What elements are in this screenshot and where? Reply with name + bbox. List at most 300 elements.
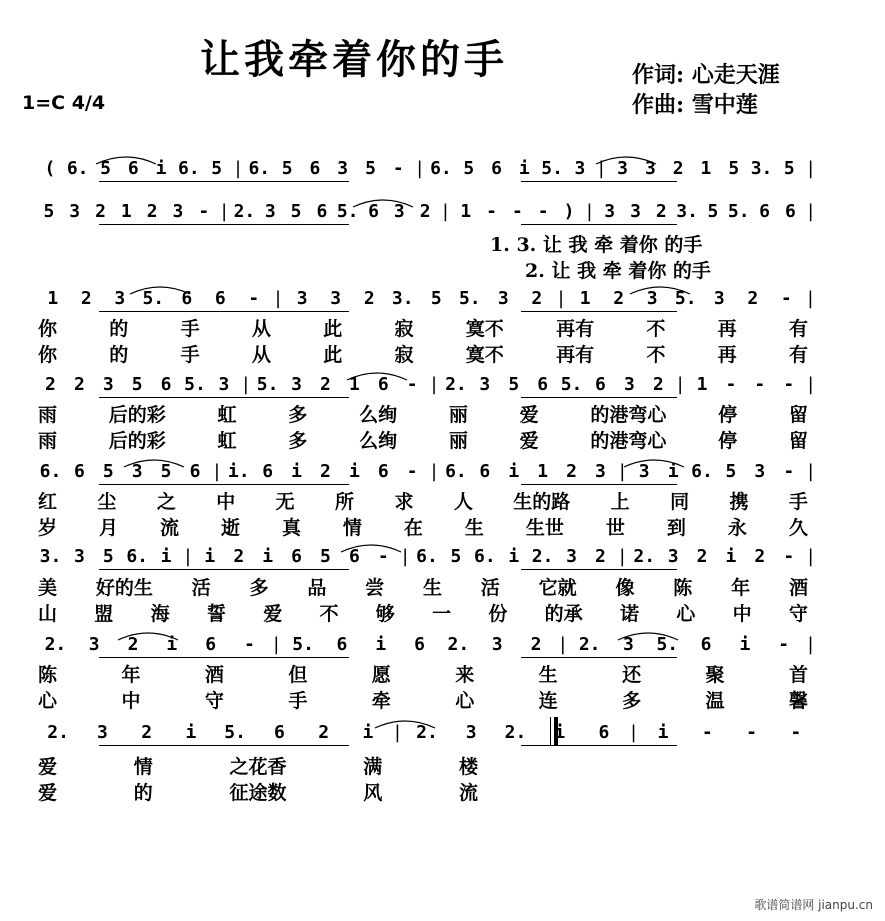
note: 6 (377, 461, 389, 482)
note: 5. (184, 374, 206, 395)
lyric-row (38, 314, 808, 341)
note: 3 (623, 634, 634, 655)
note: 3 (264, 201, 276, 222)
lyric-syllable: 岁 (38, 517, 58, 539)
note: 1 (120, 201, 132, 222)
note: 5. (727, 201, 750, 222)
lyric-syllable: 从 (251, 318, 271, 340)
lyric-row (38, 573, 808, 600)
lyric-syllable: 生 (538, 664, 558, 686)
lyric-syllable: 生世 (525, 517, 564, 539)
beam-underline (521, 397, 677, 398)
lyric-syllable: 份 (488, 603, 508, 625)
note: i (657, 722, 669, 743)
note: 6. (126, 546, 149, 567)
note: - (392, 158, 404, 179)
verse-label-1 (490, 230, 702, 257)
verse-lyric: 让 我 牵 着你 的手 (542, 234, 703, 256)
note: - (790, 722, 802, 743)
barline: | (557, 634, 569, 655)
watermark-footer: 歌谱简谱网 jianpu.cn (754, 898, 873, 912)
lyric-row (38, 487, 808, 514)
note: 6 (205, 634, 217, 655)
lyric-syllable: 虹 (217, 430, 237, 452)
note: ( (44, 158, 56, 179)
lyric-syllable: 誓 (206, 603, 226, 625)
note: 3 (754, 461, 766, 482)
note: i (508, 546, 520, 567)
note: 6. (416, 546, 438, 567)
barline: | (805, 158, 817, 179)
barline: | (583, 201, 595, 222)
note: 6 (214, 288, 226, 309)
lyric-syllable: 年 (731, 577, 751, 599)
note: 1 (47, 288, 59, 309)
composer-credit: 作曲: 雪中莲 (632, 92, 758, 118)
beam-underline (99, 484, 349, 485)
music-row (36, 368, 818, 402)
lyric-syllable: 再有 (556, 344, 595, 366)
note: 2 (652, 374, 664, 395)
lyric-syllable: 在 (403, 517, 423, 539)
note: 3 (644, 158, 656, 179)
note: 6. (66, 158, 89, 179)
lyric-syllable: 寂 (394, 318, 414, 340)
note: 6 (160, 374, 172, 395)
lyric-syllable: 你 (38, 344, 58, 366)
lyric-syllable: 生的路 (513, 491, 571, 513)
note: 6 (759, 201, 770, 222)
note: 3 (667, 546, 679, 567)
note: i (155, 158, 167, 179)
lyric-syllable: 生 (464, 517, 484, 539)
lyric-syllable: 酒 (204, 664, 224, 686)
note: 5 (725, 461, 737, 482)
lyric-syllable: 一 (432, 603, 452, 625)
lyric-syllable: 牵 (371, 690, 391, 712)
note: 2. (578, 634, 601, 655)
note: 6 (700, 634, 712, 655)
lyric-syllable: 无 (275, 491, 295, 513)
lyric-syllable: 留 (788, 430, 808, 452)
note: i (160, 546, 172, 567)
note: 6 (368, 201, 379, 222)
lyric-syllable: 么绚 (359, 430, 398, 452)
note: 2 (141, 722, 153, 743)
lyric-syllable: 爱 (263, 603, 283, 625)
lyric-syllable: 爱 (38, 756, 58, 778)
lyric-syllable: 酒 (788, 577, 808, 599)
note: 6 (189, 461, 201, 482)
note: i. (227, 461, 250, 482)
barline: | (428, 374, 440, 395)
note: 2. (531, 546, 554, 567)
lyric-syllable: 尝 (365, 577, 385, 599)
music-row (36, 628, 818, 662)
barline: | (428, 461, 440, 482)
barline: | (399, 546, 411, 567)
note: 6 (127, 158, 139, 179)
barline: | (628, 722, 639, 743)
note: 5. (458, 288, 481, 309)
note: 3 (296, 288, 308, 309)
barline: | (805, 634, 816, 655)
lyric-syllable: 多 (622, 690, 642, 712)
note: - (783, 374, 795, 395)
lyric-syllable: 求 (394, 491, 414, 513)
note: 5. (142, 288, 165, 309)
note: 3 (337, 158, 349, 179)
lyric-syllable: 山 (38, 603, 58, 625)
note: 6 (598, 722, 610, 743)
note: - (486, 201, 498, 222)
barline: | (674, 374, 686, 395)
lyric-syllable: 中 (121, 690, 141, 712)
note: 2 (233, 546, 245, 567)
note: 6 (377, 374, 389, 395)
note: 3. (39, 546, 62, 567)
note: 6. (178, 158, 200, 179)
lyric-syllable: 不 (646, 318, 666, 340)
lyric-syllable: 多 (288, 430, 308, 452)
note: 5 (365, 158, 376, 179)
lyric-syllable: 心 (38, 690, 58, 712)
note: 2. (416, 722, 438, 743)
beam-underline (99, 745, 349, 746)
lyric-row (38, 340, 808, 367)
note: i (262, 546, 274, 567)
music-row (36, 282, 818, 316)
lyric-syllable: 多 (288, 404, 308, 426)
note: 1 (700, 158, 712, 179)
note: 5 (100, 158, 111, 179)
note: 2 (45, 374, 56, 395)
note: 3 (491, 634, 503, 655)
lyric-syllable: 再 (717, 344, 737, 366)
lyric-syllable: 到 (666, 517, 686, 539)
lyric-syllable: 连 (538, 690, 558, 712)
note: - (248, 288, 260, 309)
note: i (554, 722, 566, 743)
lyric-syllable: 手 (788, 491, 808, 513)
note: 2 (146, 201, 158, 222)
lyric-syllable: 陈 (673, 577, 693, 599)
lyric-syllable: 的港弯心 (590, 404, 667, 426)
lyric-syllable: 上 (610, 491, 630, 513)
note: 2. (44, 634, 67, 655)
lyric-syllable: 够 (375, 603, 395, 625)
note: 5. (336, 201, 359, 222)
note: 5 (728, 158, 740, 179)
note: 3 (497, 288, 509, 309)
barline: | (392, 722, 403, 743)
beam-underline (521, 181, 677, 182)
lyric-syllable: 丽 (448, 430, 468, 452)
lyric-syllable: 守 (204, 690, 224, 712)
note: 5 (131, 374, 143, 395)
note: 6 (73, 461, 85, 482)
beam-underline (99, 224, 349, 225)
lyric-syllable: 的 (133, 782, 153, 804)
note: - (406, 374, 418, 395)
lyric-syllable: 爱 (519, 430, 539, 452)
lyric-syllable: 从 (251, 344, 271, 366)
note: 6 (273, 722, 285, 743)
lyric-syllable: 久 (788, 517, 808, 539)
music-row (36, 152, 818, 186)
lyric-syllable: 再 (717, 318, 737, 340)
final-barline (550, 717, 558, 745)
lyric-syllable: 温 (705, 690, 725, 712)
lyric-syllable: 停 (718, 404, 738, 426)
lyric-syllable: 永 (727, 517, 747, 539)
note: 6 (262, 461, 274, 482)
note: 3 (630, 201, 641, 222)
lyricist-credit: 作词: 心走天涯 (632, 62, 780, 88)
note: 3 (218, 374, 230, 395)
lyric-syllable: 情 (133, 756, 153, 778)
music-row (36, 195, 818, 229)
note: - (754, 374, 766, 395)
lyric-syllable: 首 (788, 664, 808, 686)
lyric-syllable: 的 (109, 344, 129, 366)
music-row (36, 455, 818, 489)
note: - (701, 722, 713, 743)
note: 2. (633, 546, 656, 567)
note: 3 (713, 288, 725, 309)
note: 3 (604, 201, 616, 222)
note: 1 (696, 374, 708, 395)
note: - (783, 461, 795, 482)
note: - (537, 201, 549, 222)
lyric-syllable: 红 (38, 491, 58, 513)
note: 3 (102, 374, 114, 395)
note: 6 (291, 546, 302, 567)
barline: | (805, 288, 816, 309)
lyric-syllable: 你 (38, 318, 58, 340)
lyric-row (38, 660, 808, 687)
beam-underline (521, 311, 677, 312)
note: 6 (316, 201, 328, 222)
lyric-syllable: 流 (159, 517, 179, 539)
key-signature: 1=C 4/4 (22, 92, 106, 114)
lyric-syllable: 后的彩 (108, 404, 166, 426)
note: 1 (348, 374, 360, 395)
lyric-syllable: 馨 (788, 690, 808, 712)
lyric-syllable: 多 (249, 577, 269, 599)
note: 5 (450, 546, 462, 567)
lyric-syllable: 世 (605, 517, 625, 539)
lyric-syllable: 心 (676, 603, 696, 625)
lyric-syllable: 不 (319, 603, 339, 625)
note: 5. (292, 634, 314, 655)
lyric-syllable: 心 (455, 690, 475, 712)
barline: | (805, 461, 817, 482)
note: 3 (69, 201, 81, 222)
barline: | (240, 374, 252, 395)
barline: | (805, 201, 817, 222)
lyric-syllable: 有 (788, 318, 808, 340)
verse-number: 2. (525, 260, 545, 282)
barline: | (272, 288, 284, 309)
lyric-syllable: 不 (646, 344, 666, 366)
note: 5. (674, 288, 697, 309)
note: 5. (560, 374, 583, 395)
note: 2 (672, 158, 684, 179)
lyric-syllable: 手 (180, 318, 200, 340)
lyric-syllable: 风 (363, 782, 383, 804)
note: 5. (541, 158, 563, 179)
note: 5 (707, 201, 719, 222)
lyric-syllable: 年 (121, 664, 141, 686)
barline: | (616, 546, 628, 567)
note: 2 (613, 288, 625, 309)
note: 3 (638, 461, 650, 482)
note: 5 (102, 461, 114, 482)
barline: | (414, 158, 426, 179)
note: 5. (256, 374, 279, 395)
note: 2 (531, 288, 543, 309)
lyric-row (38, 400, 808, 427)
lyric-syllable: 来 (455, 664, 475, 686)
note: i (291, 461, 302, 482)
note: 6 (414, 634, 425, 655)
note: 2 (318, 722, 330, 743)
barline: | (616, 461, 628, 482)
note: 6. (445, 461, 467, 482)
verse-number: 1. 3. (490, 234, 537, 256)
lyric-syllable: 之 (156, 491, 176, 513)
lyric-syllable: 美 (38, 577, 58, 599)
lyric-syllable: 活 (480, 577, 500, 599)
beam-underline (99, 397, 349, 398)
note: i (375, 634, 387, 655)
note: 5. (224, 722, 246, 743)
note: 3 (291, 374, 302, 395)
note: - (377, 546, 389, 567)
lyric-syllable: 聚 (705, 664, 725, 686)
note: - (511, 201, 523, 222)
note: 3 (88, 634, 100, 655)
note: ) (563, 201, 575, 222)
lyric-syllable: 诺 (619, 603, 639, 625)
note: 5 (430, 288, 442, 309)
lyric-row (38, 426, 808, 453)
note: 1 (460, 201, 472, 222)
lyric-syllable: 后的彩 (108, 430, 166, 452)
note: 2. (504, 722, 527, 743)
lyric-syllable: 所 (335, 491, 355, 513)
lyric-syllable: 活 (191, 577, 211, 599)
note: 2 (95, 201, 106, 222)
note: 2 (127, 634, 139, 655)
note: i (518, 158, 530, 179)
note: 3 (574, 158, 586, 179)
note: 5 (508, 374, 520, 395)
barline: | (232, 158, 244, 179)
barline: | (805, 374, 817, 395)
note: 6. (473, 546, 496, 567)
lyric-row (38, 513, 808, 540)
note: 2 (80, 288, 92, 309)
note: 2 (320, 461, 331, 482)
barline: | (218, 201, 230, 222)
lyric-syllable: 再有 (556, 318, 595, 340)
lyric-syllable: 陈 (38, 664, 58, 686)
note: 3 (131, 461, 143, 482)
song-title: 让我牵着你的手 (200, 36, 508, 83)
note: 5 (281, 158, 293, 179)
note: - (778, 634, 790, 655)
lyric-syllable: 月 (98, 517, 118, 539)
note: 3. (750, 158, 773, 179)
barline: | (440, 201, 451, 222)
lyric-syllable: 此 (323, 318, 343, 340)
lyric-syllable: 爱 (38, 782, 58, 804)
beam-underline (521, 224, 677, 225)
lyric-syllable: 虹 (217, 404, 237, 426)
barline: | (270, 634, 282, 655)
lyric-syllable: 好的生 (95, 577, 153, 599)
note: 2 (595, 546, 606, 567)
lyric-syllable: 像 (615, 577, 635, 599)
note: 6 (479, 461, 491, 482)
note: 6 (309, 158, 321, 179)
verse-lyric: 让 我 牵 着你 的手 (551, 260, 711, 282)
lyric-syllable: 的承 (544, 603, 583, 625)
note: 5 (102, 546, 114, 567)
beam-underline (521, 745, 677, 746)
note: 1 (579, 288, 591, 309)
beam-underline (521, 657, 677, 658)
lyric-row (38, 752, 478, 779)
note: i (508, 461, 520, 482)
note: 5 (211, 158, 223, 179)
lyric-row (38, 778, 478, 805)
note: 2 (754, 546, 766, 567)
note: 2. (447, 634, 470, 655)
note: 6 (348, 546, 360, 567)
lyric-syllable: 情 (342, 517, 362, 539)
note: 6. (691, 461, 713, 482)
lyric-syllable: 留 (788, 404, 808, 426)
note: 6 (491, 158, 502, 179)
note: 2. (47, 722, 69, 743)
note: - (198, 201, 210, 222)
note: 1 (537, 461, 549, 482)
note: i (185, 722, 197, 743)
note: 5 (290, 201, 302, 222)
note: 3 (595, 461, 606, 482)
lyric-syllable: 雨 (38, 404, 58, 426)
verse-label-2 (525, 256, 711, 283)
barline: | (182, 546, 194, 567)
lyric-syllable: 么绚 (359, 404, 398, 426)
lyric-syllable: 楼 (458, 756, 478, 778)
note: 2 (363, 288, 375, 309)
note: 6 (336, 634, 348, 655)
music-row (36, 540, 818, 574)
note: - (406, 461, 418, 482)
note: 5 (783, 158, 795, 179)
lyric-syllable: 的 (109, 318, 129, 340)
lyric-syllable: 之花香 (229, 756, 287, 778)
note: - (746, 722, 757, 743)
note: 5 (160, 461, 172, 482)
lyric-syllable: 雨 (38, 430, 58, 452)
beam-underline (521, 484, 677, 485)
beam-underline (99, 311, 349, 312)
